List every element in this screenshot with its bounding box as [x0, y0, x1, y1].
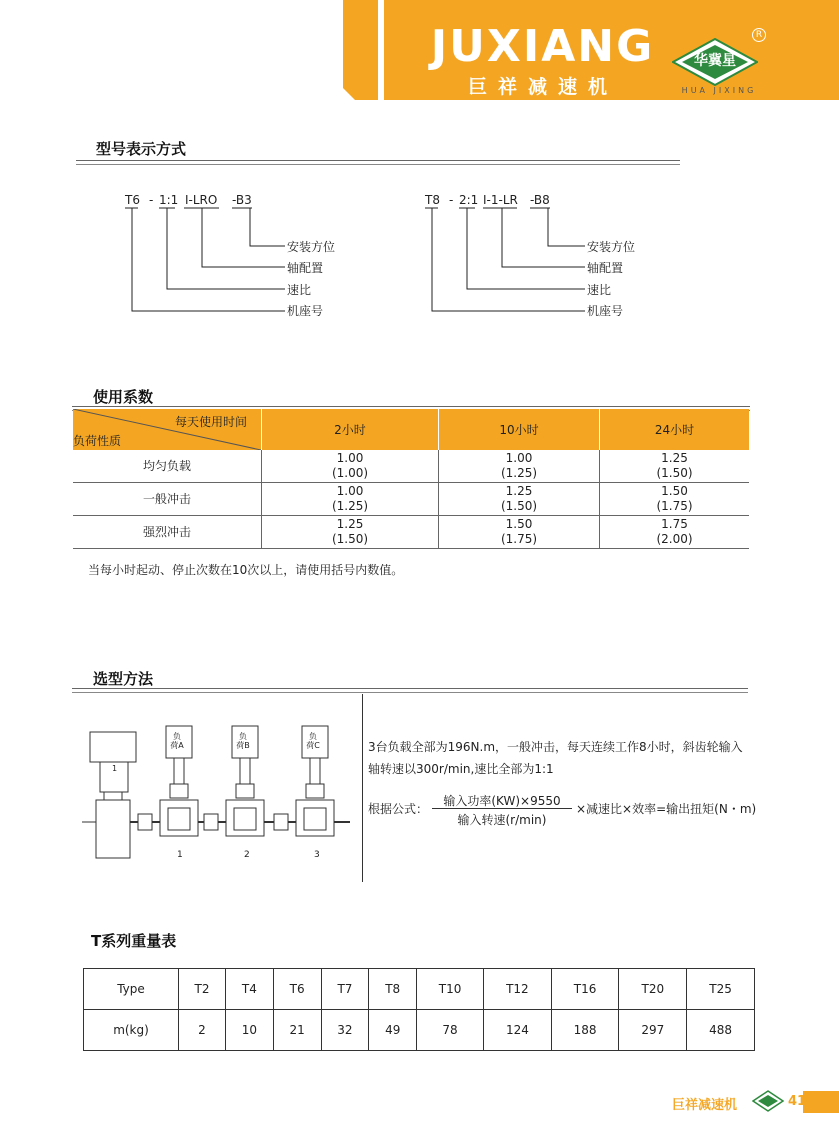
value-cell: 1.25 (1.50) [439, 483, 600, 516]
section-divider [72, 688, 748, 693]
label-mounting: 安装方位 [287, 240, 336, 254]
header-cell: T2 [179, 969, 226, 1010]
motor-label: 1 [112, 764, 118, 773]
header-cell: T8 [369, 969, 417, 1010]
section-title-weight: T系列重量表 [91, 932, 177, 950]
value-cell: 1.50 (1.75) [600, 483, 750, 516]
value-cell: 1.75 (2.00) [600, 516, 750, 549]
value-cell: 10 [225, 1010, 273, 1051]
code-leader-lines [420, 205, 590, 320]
header-cell: T7 [321, 969, 369, 1010]
value-cell: 78 [417, 1010, 484, 1051]
logo-subtitle: HUA JIXING [681, 86, 757, 95]
selection-diagram [70, 718, 365, 883]
load-type-cell: 强烈冲击 [73, 516, 262, 549]
code-part-size: T8 [425, 193, 440, 207]
unit-number: 2 [244, 850, 250, 860]
load-label-b: 负荷B [236, 732, 250, 750]
header-cell: T25 [687, 969, 755, 1010]
value-cell: 1.00 (1.25) [262, 483, 439, 516]
code-part-dash: - [149, 193, 154, 207]
header-daily-hours: 每天使用时间 [174, 415, 247, 429]
label-ratio: 速比 [587, 283, 612, 297]
value-cell: 1.25 (1.50) [262, 516, 439, 549]
value-cell: 1.50 (1.75) [439, 516, 600, 549]
load-type-cell: 均匀负载 [73, 450, 262, 483]
value-cell: 124 [484, 1010, 552, 1051]
service-factor-table [73, 409, 749, 549]
header-cell: T20 [619, 969, 687, 1010]
code-part-dash: - [449, 193, 454, 207]
page-number: 41 [788, 1094, 807, 1109]
registered-mark: R [752, 28, 766, 42]
code-part-mount: -B3 [232, 193, 252, 207]
code-part-ratio: 1:1 [159, 193, 179, 207]
table-row [84, 1010, 755, 1051]
brand-subtitle: 巨祥减速机 [467, 76, 618, 98]
value-cell: 188 [551, 1010, 619, 1051]
unit-number: 1 [177, 850, 183, 860]
value-cell: 2 [179, 1010, 226, 1051]
header-cell: T12 [484, 969, 552, 1010]
header-cell: T6 [273, 969, 321, 1010]
brand-title: JUXIANG [430, 21, 655, 72]
load-type-cell: 一般冲击 [73, 483, 262, 516]
unit-number: 3 [314, 850, 320, 860]
load-label-a: 负荷A [170, 732, 184, 750]
value-cell: 297 [619, 1010, 687, 1051]
formula-denominator: 输入转速(r/min) [457, 813, 547, 827]
column-header: 24小时 [600, 409, 750, 450]
value-cell: 1.25 (1.50) [600, 450, 750, 483]
footer-brand: 巨祥减速机 [672, 1098, 738, 1113]
header-cell: Type [84, 969, 179, 1010]
label-shaft-config: 轴配置 [287, 261, 324, 275]
table-header-row [73, 409, 749, 450]
section-divider [76, 160, 680, 165]
value-cell: 1.00 (1.00) [262, 450, 439, 483]
header-cell: T4 [225, 969, 273, 1010]
code-leader-lines [120, 205, 290, 320]
table-corner-cell [73, 409, 262, 450]
footer-accent-bar [803, 1091, 839, 1113]
code-part-shaft: I-1-LR [483, 193, 518, 207]
fraction-bar [432, 808, 572, 809]
label-frame-size: 机座号 [587, 304, 624, 318]
logo-text: 华冀星 [694, 53, 736, 69]
formula-label: 根据公式： [368, 802, 429, 816]
label-frame-size: 机座号 [287, 304, 324, 318]
load-label-c: 负荷C [306, 732, 320, 750]
row-label-cell: m(kg) [84, 1010, 179, 1051]
selection-description: 3台负载全部为196N.m，一般冲击，每天连续工作8小时，斜齿轮输入 [368, 740, 743, 754]
selection-description: 轴转速以300r/min,速比全部为1:1 [368, 762, 554, 776]
value-cell: 1.00 (1.25) [439, 450, 600, 483]
label-shaft-config: 轴配置 [587, 261, 624, 275]
footer-logo-icon [752, 1090, 784, 1112]
formula-numerator: 输入功率(KW)×9550 [443, 794, 561, 808]
value-cell: 49 [369, 1010, 417, 1051]
code-part-mount: -B8 [530, 193, 550, 207]
table-row [73, 483, 749, 516]
code-part-shaft: I-LRO [185, 193, 218, 207]
table-row [73, 516, 749, 549]
header-cell: T16 [551, 969, 619, 1010]
section-title-service-factor: 使用系数 [93, 388, 154, 406]
value-cell: 488 [687, 1010, 755, 1051]
section-title-model: 型号表示方式 [96, 140, 187, 158]
header-cell: T10 [417, 969, 484, 1010]
code-part-ratio: 2:1 [459, 193, 479, 207]
column-header: 2小时 [262, 409, 439, 450]
value-cell: 32 [321, 1010, 369, 1051]
service-factor-note: 当每小时起动、停止次数在10次以上，请使用括号内数值。 [88, 563, 404, 577]
section-title-selection: 选型方法 [93, 670, 154, 688]
header-load-type: 负荷性质 [73, 434, 122, 448]
formula-tail: ×减速比×效率=输出扭矩(N・m) [576, 802, 757, 816]
code-part-size: T6 [125, 193, 140, 207]
column-header: 10小时 [439, 409, 600, 450]
value-cell: 21 [273, 1010, 321, 1051]
weight-table [83, 968, 755, 1051]
label-mounting: 安装方位 [587, 240, 636, 254]
table-header-row [84, 969, 755, 1010]
vertical-divider [362, 694, 363, 882]
label-ratio: 速比 [287, 283, 312, 297]
table-row [73, 450, 749, 483]
